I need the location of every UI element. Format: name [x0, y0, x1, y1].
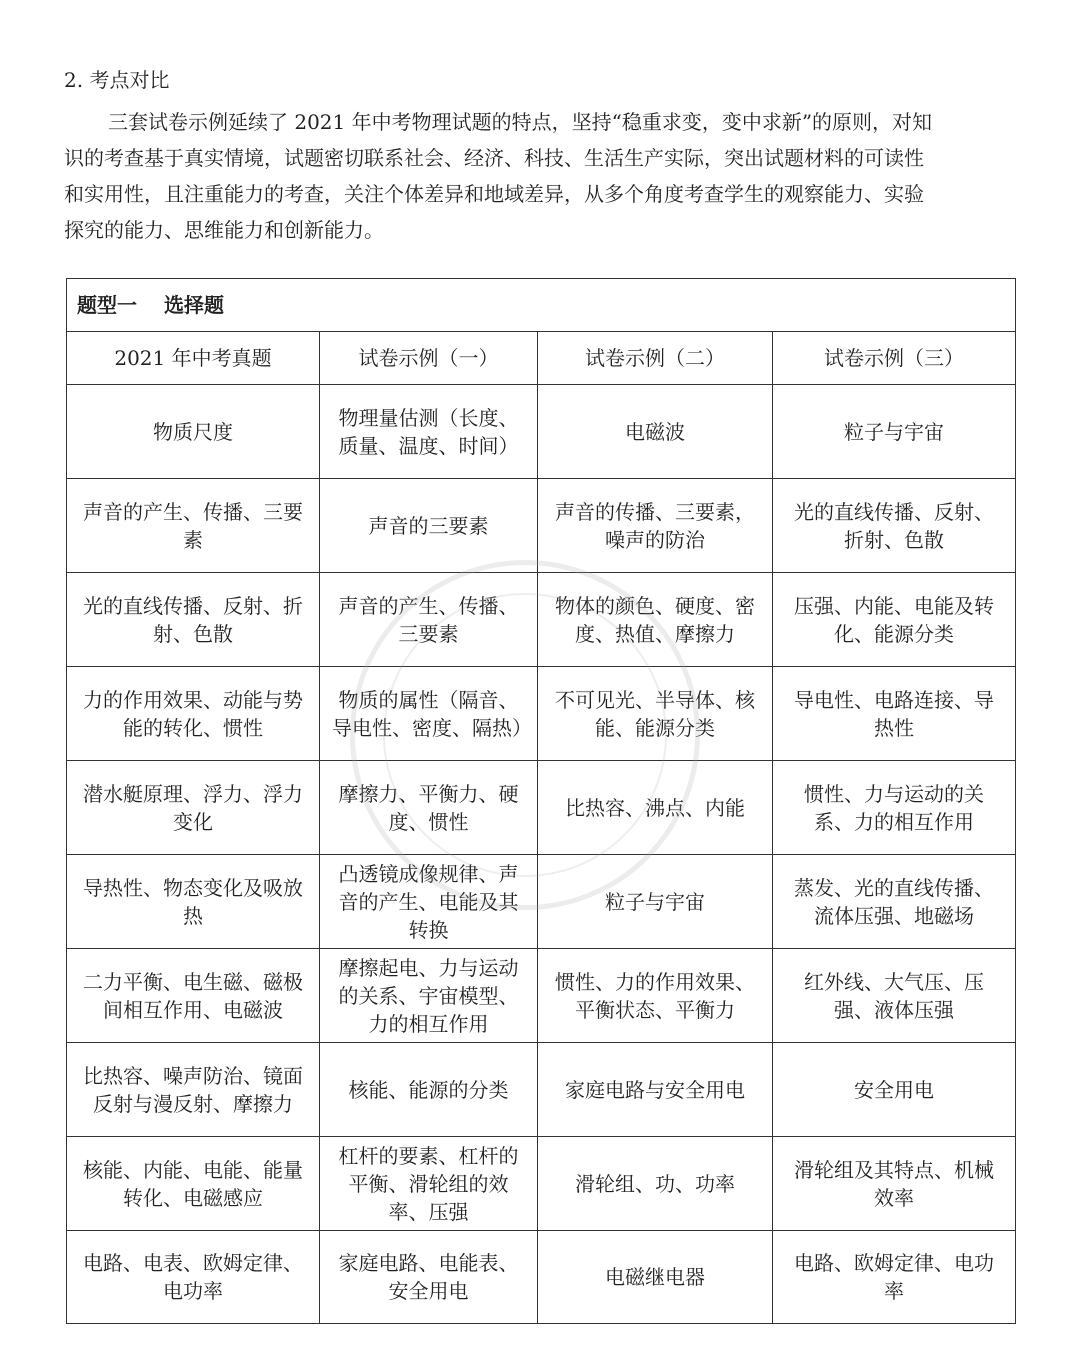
table-cell: 惯性、力与运动的关系、力的相互作用	[773, 761, 1016, 855]
table-cell: 摩擦力、平衡力、硬度、惯性	[320, 761, 538, 855]
table-row	[67, 667, 1016, 761]
table-cell: 红外线、大气压、压强、液体压强	[773, 949, 1016, 1043]
table-row	[67, 1043, 1016, 1137]
table-cell: 惯性、力的作用效果、平衡状态、平衡力	[538, 949, 773, 1043]
table-cell: 杠杆的要素、杠杆的平衡、滑轮组的效率、压强	[320, 1137, 538, 1231]
table-cell: 声音的产生、传播、三要素	[67, 479, 320, 573]
table-row	[67, 479, 1016, 573]
table-cell: 滑轮组、功、功率	[538, 1137, 773, 1231]
table-cell: 凸透镜成像规律、声音的产生、电能及其转换	[320, 855, 538, 949]
table-cell: 电磁继电器	[538, 1231, 773, 1324]
table-cell: 二力平衡、电生磁、磁极间相互作用、电磁波	[67, 949, 320, 1043]
intro-paragraph	[64, 104, 1024, 248]
table-cell: 家庭电路、电能表、安全用电	[320, 1231, 538, 1324]
table-cell: 电磁波	[538, 385, 773, 479]
table-cell: 电路、欧姆定律、电功率	[773, 1231, 1016, 1324]
table-cell: 蒸发、光的直线传播、流体压强、地磁场	[773, 855, 1016, 949]
table-cell: 潜水艇原理、浮力、浮力变化	[67, 761, 320, 855]
column-header: 试卷示例（二）	[538, 332, 773, 385]
table-cell: 不可见光、半导体、核能、能源分类	[538, 667, 773, 761]
table-cell: 物理量估测（长度、质量、温度、时间）	[320, 385, 538, 479]
table-cell: 力的作用效果、动能与势能的转化、惯性	[67, 667, 320, 761]
table-cell: 滑轮组及其特点、机械效率	[773, 1137, 1016, 1231]
intro-line: 三套试卷示例延续了 2021 年中考物理试题的特点，坚持“稳重求变，变中求新”的原则，对知	[108, 110, 933, 134]
column-header: 2021 年中考真题	[67, 332, 320, 385]
table-cell: 比热容、噪声防治、镜面反射与漫反射、摩擦力	[67, 1043, 320, 1137]
table-cell: 声音的传播、三要素，噪声的防治	[538, 479, 773, 573]
table-cell: 比热容、沸点、内能	[538, 761, 773, 855]
table-cell: 核能、能源的分类	[320, 1043, 538, 1137]
table-row	[67, 573, 1016, 667]
table-header-row	[67, 332, 1016, 385]
table-cell: 压强、内能、电能及转化、能源分类	[773, 573, 1016, 667]
table-cell: 摩擦起电、力与运动的关系、宇宙模型、力的相互作用	[320, 949, 538, 1043]
question-type-title: 题型一 选择题	[67, 279, 1016, 332]
table-cell: 导电性、电路连接、导热性	[773, 667, 1016, 761]
table-cell: 安全用电	[773, 1043, 1016, 1137]
table-cell: 物体的颜色、硬度、密度、热值、摩擦力	[538, 573, 773, 667]
table-cell: 光的直线传播、反射、折射、色散	[67, 573, 320, 667]
table-cell: 光的直线传播、反射、折射、色散	[773, 479, 1016, 573]
section-heading: 2. 考点对比	[64, 68, 170, 92]
table-cell: 声音的三要素	[320, 479, 538, 573]
table-cell: 电路、电表、欧姆定律、电功率	[67, 1231, 320, 1324]
table-cell: 物质尺度	[67, 385, 320, 479]
table-row	[67, 1137, 1016, 1231]
comparison-table	[66, 278, 1016, 1324]
table-row	[67, 949, 1016, 1043]
table-cell: 声音的产生、传播、三要素	[320, 573, 538, 667]
intro-line: 识的考查基于真实情境，试题密切联系社会、经济、科技、生活生产实际，突出试题材料的可读性	[64, 146, 924, 170]
table-row	[67, 385, 1016, 479]
table-cell: 物质的属性（隔音、导电性、密度、隔热）	[320, 667, 538, 761]
table-cell: 核能、内能、电能、能量转化、电磁感应	[67, 1137, 320, 1231]
table-row	[67, 855, 1016, 949]
table-cell: 粒子与宇宙	[773, 385, 1016, 479]
table-row	[67, 1231, 1016, 1324]
table-row	[67, 761, 1016, 855]
intro-line: 探究的能力、思维能力和创新能力。	[64, 218, 384, 242]
table-cell: 导热性、物态变化及吸放热	[67, 855, 320, 949]
column-header: 试卷示例（一）	[320, 332, 538, 385]
column-header: 试卷示例（三）	[773, 332, 1016, 385]
intro-line: 和实用性，且注重能力的考查，关注个体差异和地域差异，从多个角度考查学生的观察能力、实验	[64, 182, 924, 206]
table-cell: 家庭电路与安全用电	[538, 1043, 773, 1137]
table-type-row	[67, 279, 1016, 332]
table-cell: 粒子与宇宙	[538, 855, 773, 949]
